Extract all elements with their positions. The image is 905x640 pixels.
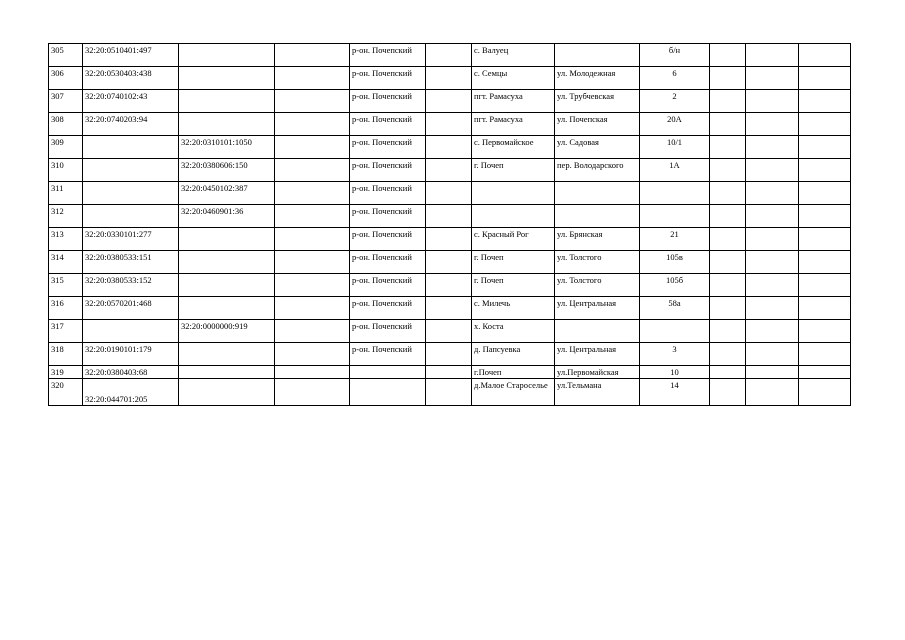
- empty-cell: [275, 379, 350, 406]
- table-row: [49, 90, 851, 113]
- row-number-cell: 314: [49, 251, 83, 274]
- cadastral-number-cell: 32:20:0380533:151: [83, 251, 179, 274]
- street-cell: пер. Володарского: [555, 159, 640, 182]
- empty-cell: [746, 228, 799, 251]
- street-cell: ул. Центральная: [555, 297, 640, 320]
- district-cell: р-он. Почепский: [350, 251, 426, 274]
- street-cell: ул. Почепская: [555, 113, 640, 136]
- locality-cell: с. Валуец: [472, 44, 555, 67]
- empty-cell: [426, 274, 472, 297]
- locality-cell: [472, 182, 555, 205]
- house-number-cell: 105в: [640, 251, 710, 274]
- empty-cell: [275, 228, 350, 251]
- empty-cell: [746, 159, 799, 182]
- district-cell: р-он. Почепский: [350, 274, 426, 297]
- empty-cell: [710, 274, 746, 297]
- street-cell: ул. Садовая: [555, 136, 640, 159]
- empty-cell: [799, 251, 851, 274]
- row-number-cell: 318: [49, 343, 83, 366]
- table-body: [49, 44, 851, 406]
- locality-cell: с. Первомайское: [472, 136, 555, 159]
- row-number-cell: 311: [49, 182, 83, 205]
- street-cell: ул. Толстого: [555, 274, 640, 297]
- empty-cell: [426, 251, 472, 274]
- empty-cell: [746, 320, 799, 343]
- street-cell: ул. Трубчевская: [555, 90, 640, 113]
- empty-cell: [746, 44, 799, 67]
- row-number-cell: 307: [49, 90, 83, 113]
- house-number-cell: 10/1: [640, 136, 710, 159]
- empty-cell: [426, 67, 472, 90]
- empty-cell: [799, 136, 851, 159]
- house-number-cell: 21: [640, 228, 710, 251]
- empty-cell: [799, 379, 851, 406]
- empty-cell: [799, 90, 851, 113]
- empty-cell: [275, 251, 350, 274]
- table-row: [49, 379, 851, 406]
- empty-cell: [275, 320, 350, 343]
- cadastral-number-cell: 32:20:0740203:94: [83, 113, 179, 136]
- street-cell: ул.Первомайская: [555, 366, 640, 379]
- empty-cell: [426, 205, 472, 228]
- empty-cell: [710, 136, 746, 159]
- empty-cell: [799, 320, 851, 343]
- cadastral-number-alt-cell: [179, 67, 275, 90]
- empty-cell: [426, 366, 472, 379]
- empty-cell: [799, 343, 851, 366]
- empty-cell: [746, 205, 799, 228]
- district-cell: р-он. Почепский: [350, 90, 426, 113]
- cadastral-number-alt-cell: 32:20:0310101:1050: [179, 136, 275, 159]
- cadastral-number-alt-cell: [179, 44, 275, 67]
- street-cell: [555, 182, 640, 205]
- row-number-cell: 313: [49, 228, 83, 251]
- empty-cell: [275, 136, 350, 159]
- cadastral-number-cell: 32:20:0510401:497: [83, 44, 179, 67]
- empty-cell: [799, 182, 851, 205]
- empty-cell: [746, 113, 799, 136]
- empty-cell: [710, 159, 746, 182]
- empty-cell: [746, 136, 799, 159]
- table-row: [49, 343, 851, 366]
- street-cell: ул. Молодежная: [555, 67, 640, 90]
- empty-cell: [799, 228, 851, 251]
- locality-cell: г. Почеп: [472, 159, 555, 182]
- empty-cell: [710, 297, 746, 320]
- table-row: [49, 205, 851, 228]
- street-cell: [555, 205, 640, 228]
- cadastral-number-alt-cell: [179, 113, 275, 136]
- district-cell: р-он. Почепский: [350, 136, 426, 159]
- cadastral-number-cell: 32:20:0190101:179: [83, 343, 179, 366]
- empty-cell: [799, 297, 851, 320]
- empty-cell: [799, 44, 851, 67]
- empty-cell: [275, 113, 350, 136]
- district-cell: р-он. Почепский: [350, 320, 426, 343]
- empty-cell: [426, 90, 472, 113]
- table-row: [49, 228, 851, 251]
- empty-cell: [275, 366, 350, 379]
- table-row: [49, 113, 851, 136]
- street-cell: ул. Брянская: [555, 228, 640, 251]
- empty-cell: [710, 366, 746, 379]
- cadastral-number-cell: 32:20:0530403:438: [83, 67, 179, 90]
- empty-cell: [746, 274, 799, 297]
- house-number-cell: 14: [640, 379, 710, 406]
- empty-cell: [710, 182, 746, 205]
- empty-cell: [710, 379, 746, 406]
- row-number-cell: 316: [49, 297, 83, 320]
- house-number-cell: [640, 205, 710, 228]
- district-cell: р-он. Почепский: [350, 182, 426, 205]
- empty-cell: [426, 113, 472, 136]
- district-cell: р-он. Почепский: [350, 67, 426, 90]
- empty-cell: [275, 44, 350, 67]
- empty-cell: [746, 343, 799, 366]
- district-cell: р-он. Почепский: [350, 228, 426, 251]
- empty-cell: [275, 159, 350, 182]
- cadastral-number-cell: [83, 136, 179, 159]
- empty-cell: [710, 90, 746, 113]
- table-row: [49, 159, 851, 182]
- house-number-cell: 6: [640, 67, 710, 90]
- empty-cell: [710, 113, 746, 136]
- property-register-table: [48, 43, 851, 406]
- empty-cell: [275, 205, 350, 228]
- district-cell: [350, 379, 426, 406]
- row-number-cell: 305: [49, 44, 83, 67]
- locality-cell: пгт. Рамасуха: [472, 90, 555, 113]
- table-row: [49, 136, 851, 159]
- cadastral-number-alt-cell: [179, 228, 275, 251]
- cadastral-number-alt-cell: [179, 379, 275, 406]
- district-cell: р-он. Почепский: [350, 44, 426, 67]
- cadastral-number-alt-cell: [179, 251, 275, 274]
- empty-cell: [426, 159, 472, 182]
- house-number-cell: б/н: [640, 44, 710, 67]
- empty-cell: [799, 366, 851, 379]
- locality-cell: г. Почеп: [472, 274, 555, 297]
- table-row: [49, 320, 851, 343]
- empty-cell: [710, 44, 746, 67]
- district-cell: [350, 366, 426, 379]
- district-cell: р-он. Почепский: [350, 297, 426, 320]
- table-row: [49, 44, 851, 67]
- locality-cell: [472, 205, 555, 228]
- empty-cell: [710, 205, 746, 228]
- locality-cell: х. Коста: [472, 320, 555, 343]
- cadastral-number-cell: [83, 205, 179, 228]
- empty-cell: [746, 379, 799, 406]
- empty-cell: [275, 67, 350, 90]
- empty-cell: [710, 343, 746, 366]
- house-number-cell: 58а: [640, 297, 710, 320]
- empty-cell: [426, 182, 472, 205]
- empty-cell: [799, 67, 851, 90]
- locality-cell: с. Красный Рог: [472, 228, 555, 251]
- house-number-cell: 105б: [640, 274, 710, 297]
- empty-cell: [275, 90, 350, 113]
- empty-cell: [799, 274, 851, 297]
- cadastral-number-alt-cell: 32:20:0380606:150: [179, 159, 275, 182]
- cadastral-number-cell: 32:20:0330101:277: [83, 228, 179, 251]
- empty-cell: [746, 297, 799, 320]
- empty-cell: [426, 136, 472, 159]
- cadastral-number-cell: [83, 182, 179, 205]
- empty-cell: [799, 159, 851, 182]
- cadastral-number-alt-cell: [179, 274, 275, 297]
- cadastral-number-alt-cell: [179, 90, 275, 113]
- cadastral-number-alt-cell: 32:20:0000000:919: [179, 320, 275, 343]
- cadastral-number-cell: 32:20:0570201:468: [83, 297, 179, 320]
- house-number-cell: [640, 182, 710, 205]
- empty-cell: [426, 228, 472, 251]
- empty-cell: [746, 182, 799, 205]
- locality-cell: г. Почеп: [472, 251, 555, 274]
- house-number-cell: 20А: [640, 113, 710, 136]
- empty-cell: [799, 205, 851, 228]
- empty-cell: [710, 251, 746, 274]
- locality-cell: д.Малое Староселье: [472, 379, 555, 406]
- cadastral-number-cell: 32:20:0380533:152: [83, 274, 179, 297]
- empty-cell: [710, 228, 746, 251]
- document-page: [48, 43, 850, 406]
- cadastral-number-cell: [83, 320, 179, 343]
- row-number-cell: 320: [49, 379, 83, 406]
- locality-cell: д. Папсуевка: [472, 343, 555, 366]
- table-row: [49, 366, 851, 379]
- district-cell: р-он. Почепский: [350, 205, 426, 228]
- row-number-cell: 310: [49, 159, 83, 182]
- row-number-cell: 319: [49, 366, 83, 379]
- cadastral-number-alt-cell: 32:20:0460901:36: [179, 205, 275, 228]
- house-number-cell: 10: [640, 366, 710, 379]
- locality-cell: г.Почеп: [472, 366, 555, 379]
- empty-cell: [710, 67, 746, 90]
- cadastral-number-alt-cell: [179, 366, 275, 379]
- street-cell: ул. Центральная: [555, 343, 640, 366]
- empty-cell: [275, 274, 350, 297]
- empty-cell: [426, 297, 472, 320]
- empty-cell: [746, 67, 799, 90]
- empty-cell: [710, 320, 746, 343]
- row-number-cell: 308: [49, 113, 83, 136]
- locality-cell: с. Милечь: [472, 297, 555, 320]
- cadastral-number-cell: 32:20:044701:205: [83, 379, 179, 406]
- table-row: [49, 182, 851, 205]
- street-cell: ул. Толстого: [555, 251, 640, 274]
- district-cell: р-он. Почепский: [350, 343, 426, 366]
- empty-cell: [799, 113, 851, 136]
- table-row: [49, 67, 851, 90]
- empty-cell: [426, 44, 472, 67]
- empty-cell: [426, 343, 472, 366]
- cadastral-number-alt-cell: 32:20:0450102:387: [179, 182, 275, 205]
- table-row: [49, 297, 851, 320]
- street-cell: ул.Тельмана: [555, 379, 640, 406]
- cadastral-number-cell: 32:20:0740102:43: [83, 90, 179, 113]
- row-number-cell: 312: [49, 205, 83, 228]
- empty-cell: [746, 251, 799, 274]
- house-number-cell: 1А: [640, 159, 710, 182]
- cadastral-number-cell: 32:20:0380403:68: [83, 366, 179, 379]
- district-cell: р-он. Почепский: [350, 159, 426, 182]
- row-number-cell: 315: [49, 274, 83, 297]
- street-cell: [555, 320, 640, 343]
- house-number-cell: 2: [640, 90, 710, 113]
- district-cell: р-он. Почепский: [350, 113, 426, 136]
- empty-cell: [426, 379, 472, 406]
- table-row: [49, 274, 851, 297]
- house-number-cell: [640, 320, 710, 343]
- locality-cell: пгт. Рамасуха: [472, 113, 555, 136]
- cadastral-number-alt-cell: [179, 343, 275, 366]
- empty-cell: [275, 297, 350, 320]
- street-cell: [555, 44, 640, 67]
- empty-cell: [746, 366, 799, 379]
- house-number-cell: 3: [640, 343, 710, 366]
- empty-cell: [275, 182, 350, 205]
- empty-cell: [746, 90, 799, 113]
- cadastral-number-alt-cell: [179, 297, 275, 320]
- empty-cell: [426, 320, 472, 343]
- row-number-cell: 309: [49, 136, 83, 159]
- row-number-cell: 317: [49, 320, 83, 343]
- cadastral-number-cell: [83, 159, 179, 182]
- table-row: [49, 251, 851, 274]
- locality-cell: с. Семцы: [472, 67, 555, 90]
- empty-cell: [275, 343, 350, 366]
- row-number-cell: 306: [49, 67, 83, 90]
